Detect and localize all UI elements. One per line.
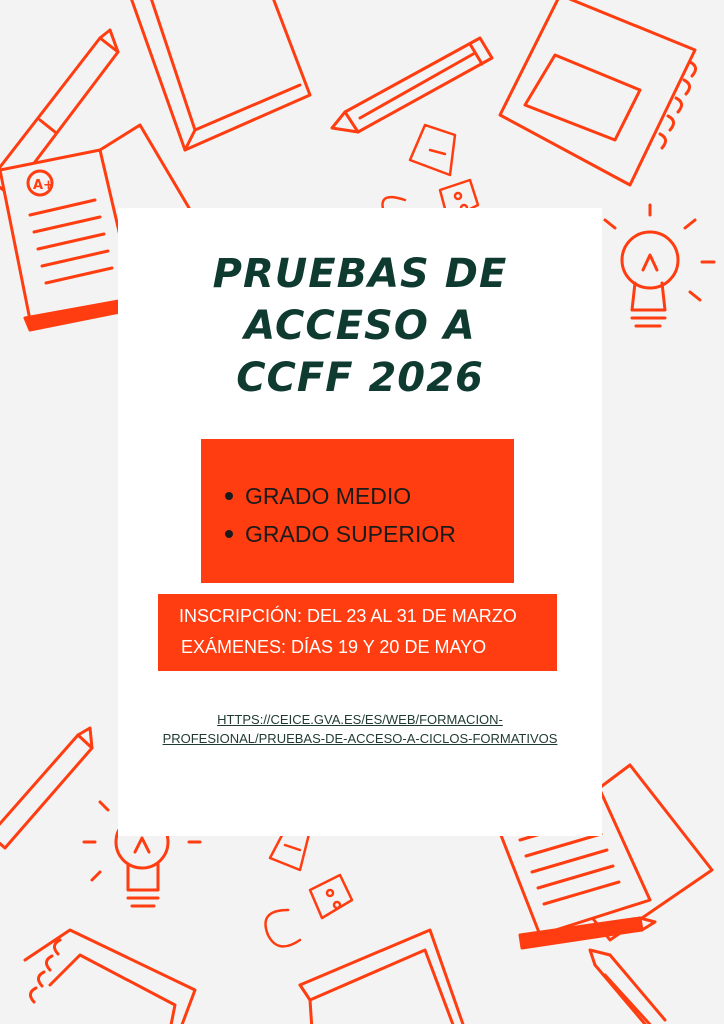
registration-dates: INSCRIPCIÓN: DEL 23 AL 31 DE MARZO [179, 606, 517, 626]
title-line-3: CCFF 2026 [236, 355, 484, 401]
pencil-icon-corner [590, 950, 665, 1024]
levels-list [225, 477, 456, 553]
notebook-icon-bottom [300, 930, 465, 1024]
list-item [225, 515, 456, 553]
title-line-2: ACCESO A [244, 303, 476, 349]
levels-box [201, 439, 514, 583]
level-label: GRADO MEDIO [245, 483, 412, 509]
pencil-icon-top [332, 38, 492, 132]
notebook-icon [130, 0, 310, 150]
exam-dates: EXÁMENES: DÍAS 19 Y 20 DE MAYO [181, 637, 487, 657]
link-line-1[interactable]: HTTPS://CEICE.GVA.ES/ES/WEB/FORMACION- [217, 712, 503, 727]
title-line-1: PRUEBAS DE [212, 251, 508, 297]
list-item [225, 477, 456, 515]
abc-letters-icon-bottom [266, 820, 353, 946]
planner-icon [500, 0, 696, 185]
page-title [120, 248, 600, 404]
paper-grade-label: A+ [33, 178, 54, 193]
link-line-2[interactable]: PROFESIONAL/PRUEBAS-DE-ACCESO-A-CICLOS-FORMATIVOS [162, 731, 558, 746]
bullet-icon [225, 492, 233, 500]
lightbulb-icon [588, 205, 714, 326]
bullet-icon [225, 530, 233, 538]
dates-box [158, 594, 557, 671]
level-label: GRADO SUPERIOR [245, 521, 456, 547]
planner-icon-bottom [25, 930, 195, 1024]
info-link[interactable] [118, 710, 602, 748]
pen-icon-bottom [0, 728, 92, 848]
